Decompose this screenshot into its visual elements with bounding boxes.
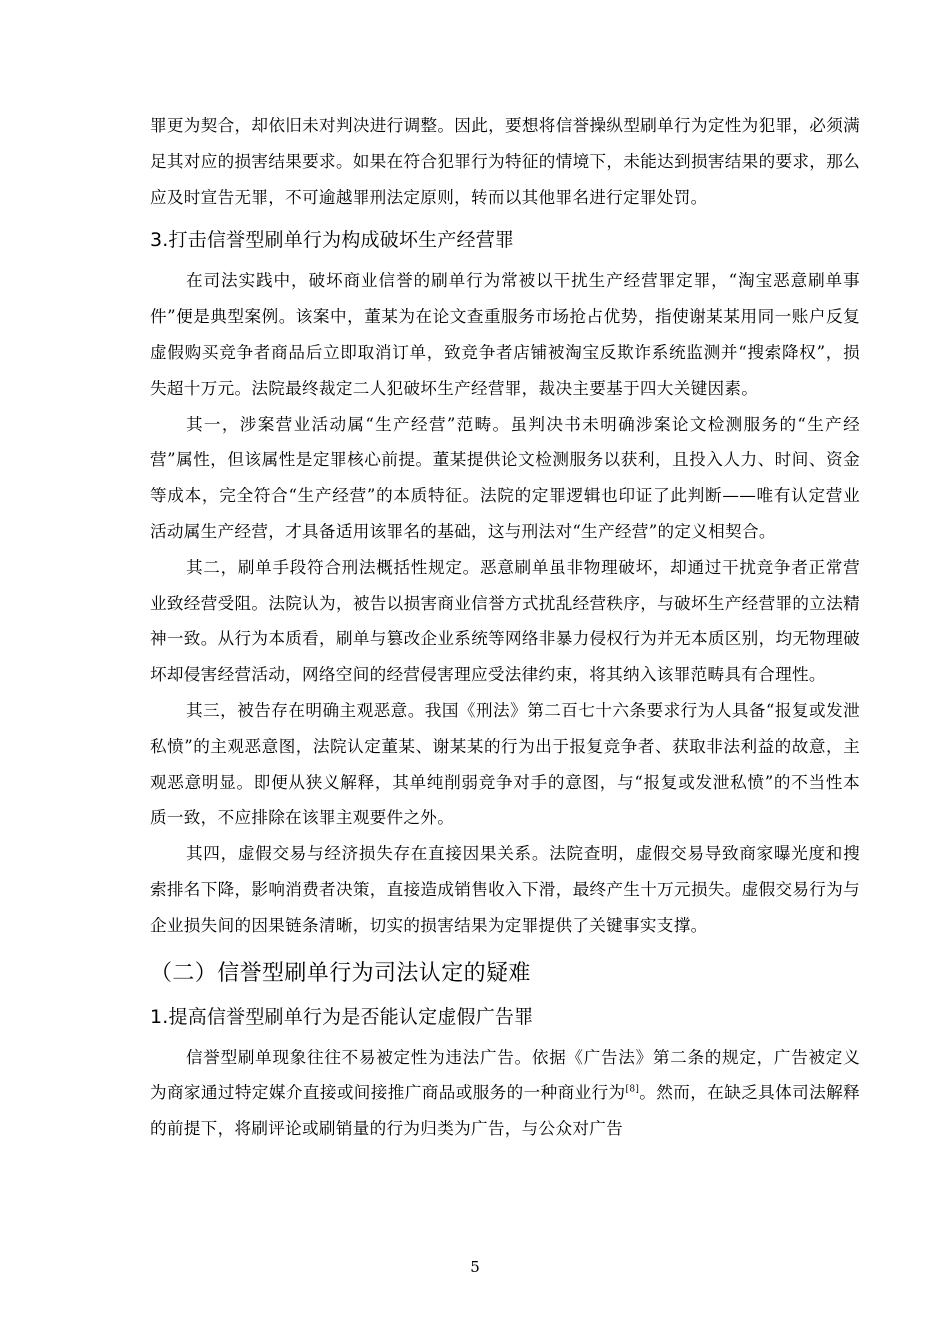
citation-ref[interactable]: [8]	[625, 1084, 640, 1095]
page-number: 5	[470, 1258, 480, 1276]
body-paragraph: 在司法实践中，破坏商业信誉的刷单行为常被以干扰生产经营罪定罪，“淘宝恶意刷单事件”便是典型案例。该案中，董某为在论文查重服务市场抢占优势，指使谢某某用同一账户反复虚假购买竞争者商品后立即取消订单，致竞争者店铺被淘宝反欺诈系统监测并“搜索降权”，损失超十万元。法院最终裁定二人犯破坏生产经营罪，裁决主要基于四大关键因素。	[150, 271, 860, 398]
body-paragraph: 其一，涉案营业活动属“生产经营”范畴。虽判决书未明确涉案论文检测服务的“生产经营”属性，但该属性是定罪核心前提。董某提供论文检测服务以获利，且投入人力、时间、资金等成本，完全符合“生产经营”的本质特征。法院的定罪逻辑也印证了此判断——唯有认定营业活动属生产经营，才具备适用该罪名的基础，这与刑法对“生产经营”的定义相契合。	[150, 414, 860, 541]
body-paragraph-with-citation	[150, 1040, 860, 1147]
body-paragraph: 其二，刷单手段符合刑法概括性规定。恶意刷单虽非物理破坏，却通过干扰竞争者正常营业致经营受阻。法院认为，被告以损害商业信誉方式扰乱经营秩序，与破坏生产经营罪的立法精神一致。从行为本质看，刷单与篡改企业系统等网络非暴力侵权行为并无本质区别，均无物理破坏却侵害经营活动，网络空间的经营侵害理应受法律约束，将其纳入该罪范畴具有合理性。	[150, 557, 860, 685]
section-heading-two: （二）信誉型刷单行为司法认定的疑难	[150, 960, 531, 986]
paragraph-text: 。然而，在缺乏具体司法解释的前提下，将刷评论或刷销量的行为归类为广告，与公众对广告	[150, 1083, 860, 1139]
section-heading-1: 1.提高信誉型刷单行为是否能认定虚假广告罪	[150, 1005, 534, 1028]
document-body	[150, 108, 860, 1147]
paragraph-text: 信誉型刷单现象往往不易被定性为违法广告。依据《广告法》第二条的规定，广告被定义为商家通过特定媒介直接或间接推广商品或服务的一种商业行为	[150, 1047, 860, 1103]
body-paragraph: 其三，被告存在明确主观恶意。我国《刑法》第二百七十六条要求行为人具备“报复或发泄私愤”的主观恶意图，法院认定董某、谢某某的行为出于报复竞争者、获取非法利益的故意，主观恶意明显。即便从狭义解释，其单纯削弱竞争对手的意图，与“报复或发泄私愤”的不当性本质一致，不应排除在该罪主观要件之外。	[150, 700, 860, 828]
body-paragraph: 其四，虚假交易与经济损失存在直接因果关系。法院查明，虚假交易导致商家曝光度和搜索排名下降，影响消费者决策，直接造成销售收入下滑，最终产生十万元损失。虚假交易行为与企业损失间的因果链条清晰，切实的损害结果为定罪提供了关键事实支撑。	[150, 844, 860, 935]
section-heading-3: 3.打击信誉型刷单行为构成破坏生产经营罪	[150, 229, 515, 252]
continuation-paragraph: 罪更为契合，却依旧未对判决进行调整。因此，要想将信誉操纵型刷单行为定性为犯罪，必须满足其对应的损害结果要求。如果在符合犯罪行为特征的情境下，未能达到损害结果的要求，那么应及时宣告无罪，不可逾越罪刑法定原则，转而以其他罪名进行定罪处罚。	[150, 116, 860, 207]
